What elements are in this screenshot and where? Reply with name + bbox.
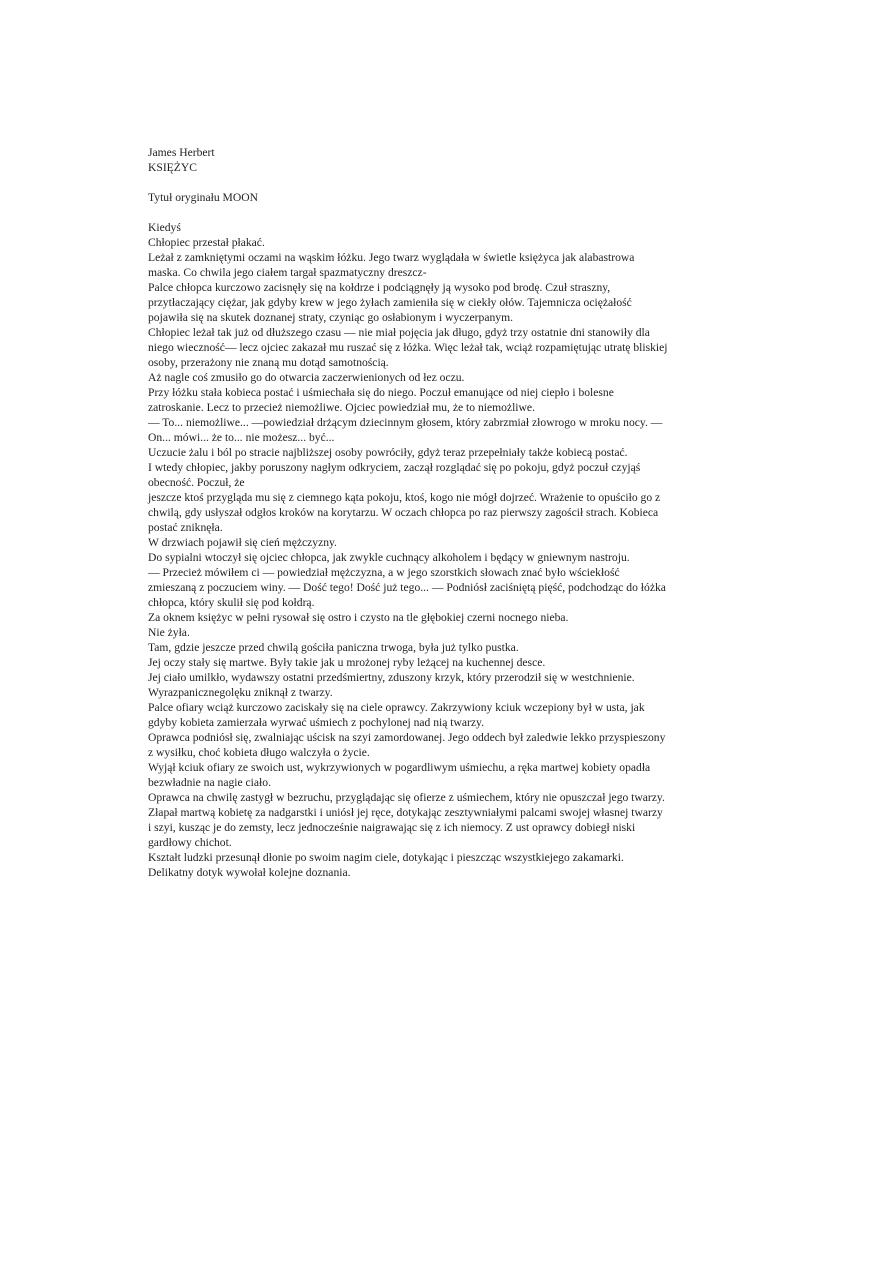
paragraph: Aż nagle coś zmusiło go do otwarcia zaczerwienionych od łez oczu. [148,371,465,384]
spacer [148,205,668,220]
paragraph: Palce ofiary wciąż kurczowo zaciskały się na ciele oprawcy. Zakrzywiony kciuk wczepiony był w usta, jak gdyby kobieta zamierzała wyrwać uśmiech z pochylonej nad nią twarzy. [148,701,645,729]
paragraph: Przy łóżku stała kobieca postać i uśmiechała się do niego. Poczuł emanujące od niej ciepło i bolesne zatroskanie. Lecz to przecież niemożliwe. Ojciec powiedział mu, że to niemożliwe. [148,386,614,414]
author-name: James Herbert [148,146,215,159]
paragraph: Uczucie żalu i ból po stracie najbliższej osoby powróciły, gdyż teraz przepełniały także kobiecą postać. [148,446,628,459]
paragraph: Chłopiec leżał tak już od dłuższego czasu — nie miał pojęcia jak długo, gdyż trzy ostatnie dni stanowiły dla niego wieczność— lecz ojciec zakazał mu ruszać się z łóżka. Więc leżał tak, wciąż rozpamiętując utratę bliskiej osoby, przerażony nie znaną mu dotąd samotnością. [148,326,668,369]
paragraph: jeszcze ktoś przygląda mu się z ciemnego kąta pokoju, ktoś, kogo nie mógł dojrzeć. Wrażenie to opuściło go z chwilą, gdy usłyszał odgłos kroków na korytarzu. W oczach chłopca po raz pierwszy zagościł strach. Kobieca postać zniknęła. [148,491,661,534]
original-title: Tytuł oryginału MOON [148,191,258,204]
spacer [148,175,668,190]
paragraph: Jej oczy stały się martwe. Były takie jak u mrożonej ryby leżącej na kuchennej desce. [148,656,546,669]
paragraph: Do sypialni wtoczył się ojciec chłopca, jak zwykle cuchnący alkoholem i będący w gniewnym nastroju. [148,551,630,564]
paragraph: Oprawca podniósł się, zwalniając uścisk na szyi zamordowanej. Jego oddech był zaledwie lekko przyspieszony z wysiłku, choć kobieta długo walczyła o życie. [148,731,666,759]
paragraph: — Przecież mówiłem ci — powiedział mężczyzna, a w jego szorstkich słowach znać było wściekłość zmieszaną z poczuciem winy. — Dość tego! Dość już tego... — Podniósł zaciśniętą pięść, podchodząc do łóżka chłopca, który skulił się pod kołdrą. [148,566,666,609]
paragraph: Leżał z zamkniętymi oczami na wąskim łóżku. Jego twarz wyglądała w świetle księżyca jak alabastrowa maska. Co chwila jego ciałem targał spazmatyczny dreszcz- [148,251,635,279]
paragraph: Chłopiec przestał płakać. [148,236,265,249]
paragraph: Tam, gdzie jeszcze przed chwilą gościła paniczna trwoga, była już tylko pustka. [148,641,519,654]
paragraph: Kształt ludzki przesunął dłonie po swoim nagim ciele, dotykając i pieszcząc wszystkiejego zakamarki. Delikatny dotyk wywołał kolejne doznania. [148,851,624,879]
paragraph: Nie żyła. [148,626,190,639]
book-title: KSIĘŻYC [148,161,197,174]
paragraph: Jej ciało umilkło, wydawszy ostatni przedśmiertny, zduszony krzyk, który przerodził się w westchnienie. Wyrazpanicznegolęku zniknął z twarzy. [148,671,635,699]
paragraph: Kiedyś [148,221,181,234]
paragraph: I wtedy chłopiec, jakby poruszony nagłym odkryciem, zaczął rozglądać się po pokoju, gdyż poczuł czyjąś obecność. Poczuł, że [148,461,641,489]
paragraph: — To... niemożliwe... —powiedział drżącym dziecinnym głosem, który zabrzmiał złowrogo w mroku nocy. — On... mówi... że to... nie możesz... być... [148,416,663,444]
paragraph: Wyjął kciuk ofiary ze swoich ust, wykrzywionych w pogardliwym uśmiechu, a ręka martwej kobiety opadła bezwładnie na nagie ciało. [148,761,651,789]
paragraph: Złapał martwą kobietę za nadgarstki i uniósł jej ręce, dotykając zesztywniałymi palcami swojej własnej twarzy i szyi, kusząc je do zemsty, lecz jednocześnie naigrawając się z ich niemocy. Z ust oprawcy dobiegł niski gardłowy chichot. [148,806,663,849]
paragraph: W drzwiach pojawił się cień mężczyzny. [148,536,337,549]
document-body [148,145,668,880]
paragraph: Palce chłopca kurczowo zacisnęły się na kołdrze i podciągnęły ją wysoko pod brodę. Czuł straszny, przytłaczający ciężar, jak gdyby krew w jego żyłach zamieniła się w ciekły ołów. Tajemnicza ociężałość pojawiła się na skutek doznanej straty, czyniąc go osłabionym i wyczerpanym. [148,281,632,324]
paragraph: Za oknem księżyc w pełni rysował się ostro i czysto na tle głębokiej czerni nocnego nieba. [148,611,569,624]
paragraph: Oprawca na chwilę zastygł w bezruchu, przyglądając się ofierze z uśmiechem, który nie opuszczał jego twarzy. [148,791,665,804]
